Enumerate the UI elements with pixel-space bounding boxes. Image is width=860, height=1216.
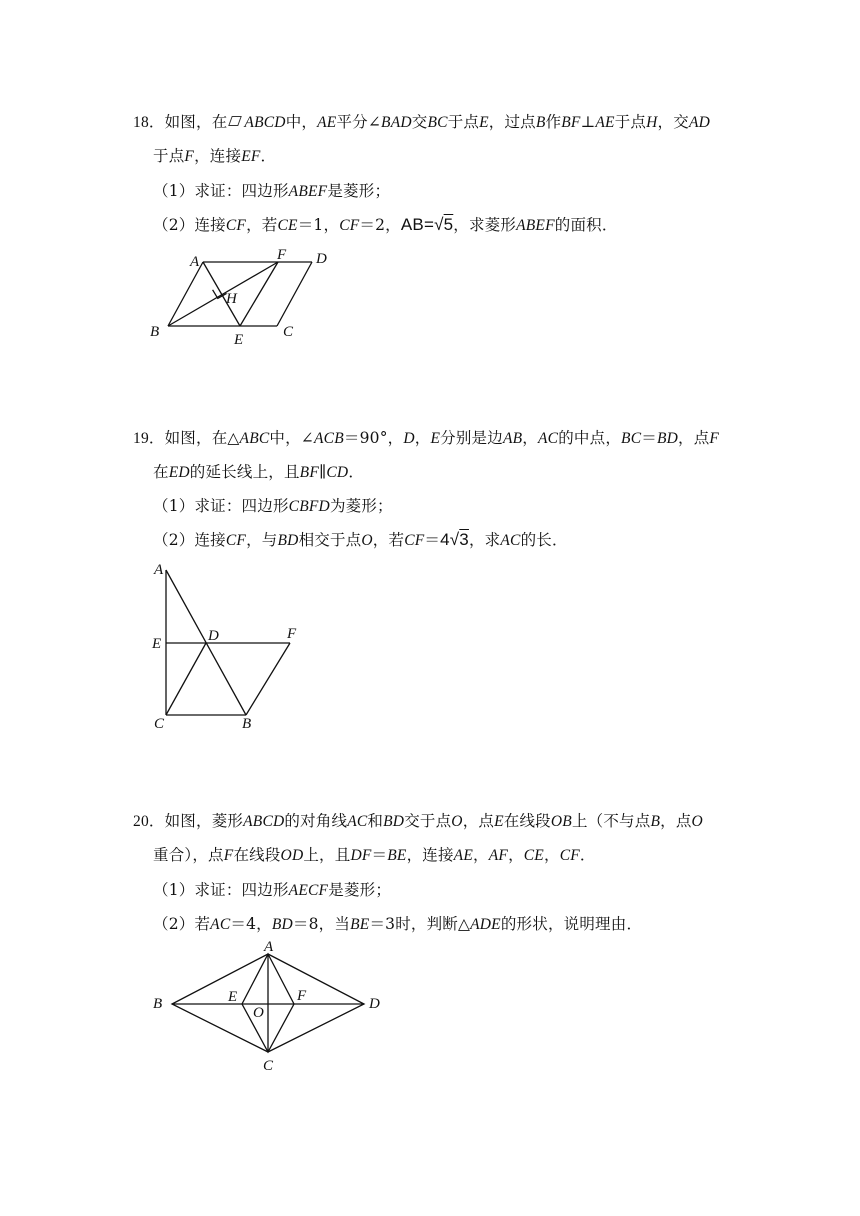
formula-ab-sqrt5: AB=√5: [400, 215, 454, 234]
figure-20-label-d: D: [369, 996, 380, 1012]
figure-18-label-b: B: [150, 324, 160, 340]
formula-4-sqrt3: 4√3: [440, 530, 469, 549]
figure-18-label-c: C: [283, 324, 294, 340]
problem-18-line-1: 18．如图，在 ABCD中，AE平分∠BAD交BC于点E，过点B作BF⊥AE于点H，交AD: [133, 113, 711, 131]
problem-20-part-1: （1）求证：四边形AECF是菱形；: [153, 881, 392, 899]
problem-number: 18: [133, 114, 149, 131]
figure-19-label-f: F: [287, 626, 297, 642]
figure-20-lines: [172, 954, 364, 1052]
figure-18-label-d: D: [316, 251, 327, 267]
figure-18-label-f: F: [277, 247, 287, 263]
figure-20-label-f: F: [297, 988, 307, 1004]
figure-19-label-b: B: [242, 716, 252, 732]
problem-20-line-1: 20．如图，菱形ABCD的对角线AC和BD交于点O，点E在线段OB上（不与点B，点O: [133, 812, 703, 830]
problem-19-line-1: 19．如图，在△ABC中，∠ACB＝90°，D，E分别是边AB，AC的中点，BC＝BD，点F: [133, 429, 720, 447]
problem-18-part-1: （1）求证：四边形ABEF是菱形；: [153, 182, 391, 200]
figure-19-label-a: A: [154, 562, 164, 578]
figure-20-label-e: E: [228, 989, 238, 1005]
problem-20-line-2: 重合），点F在线段OD上，且DF＝BE，连接AE，AF，CE，CF．: [153, 846, 596, 864]
figure-18-label-e: E: [234, 332, 244, 348]
figure-20-label-o: O: [253, 1005, 264, 1021]
problem-19-part-1: （1）求证：四边形CBFD为菱形；: [153, 497, 393, 515]
problem-number: 20: [133, 813, 149, 830]
problem-19-part-2: （2）连接CF，与BD相交于点O，若CF＝4√3，求AC的长．: [153, 530, 568, 549]
problem-19-line-2: 在ED的延长线上，且BF∥CD．: [153, 463, 365, 481]
problem-number: 19: [133, 430, 149, 447]
figure-19-label-e: E: [152, 636, 162, 652]
figure-20-label-b: B: [153, 996, 163, 1012]
figure-19-label-d: D: [208, 628, 219, 644]
problem-20-part-2: （2）若AC＝4，BD＝8，当BE＝3时，判断△ADE的形状，说明理由．: [153, 915, 643, 933]
figure-18-label-a: A: [190, 254, 200, 270]
figure-20-label-c: C: [263, 1058, 274, 1074]
figure-20-label-a: A: [264, 939, 274, 955]
problem-18-line-2: 于点F，连接EF．: [153, 147, 277, 165]
figure-19-label-c: C: [154, 716, 165, 732]
figure-18-label-h: H: [226, 291, 237, 307]
problem-18-part-2: （2）连接CF，若CE＝1，CF＝2，AB=√5，求菱形ABEF的面积．: [153, 215, 618, 234]
